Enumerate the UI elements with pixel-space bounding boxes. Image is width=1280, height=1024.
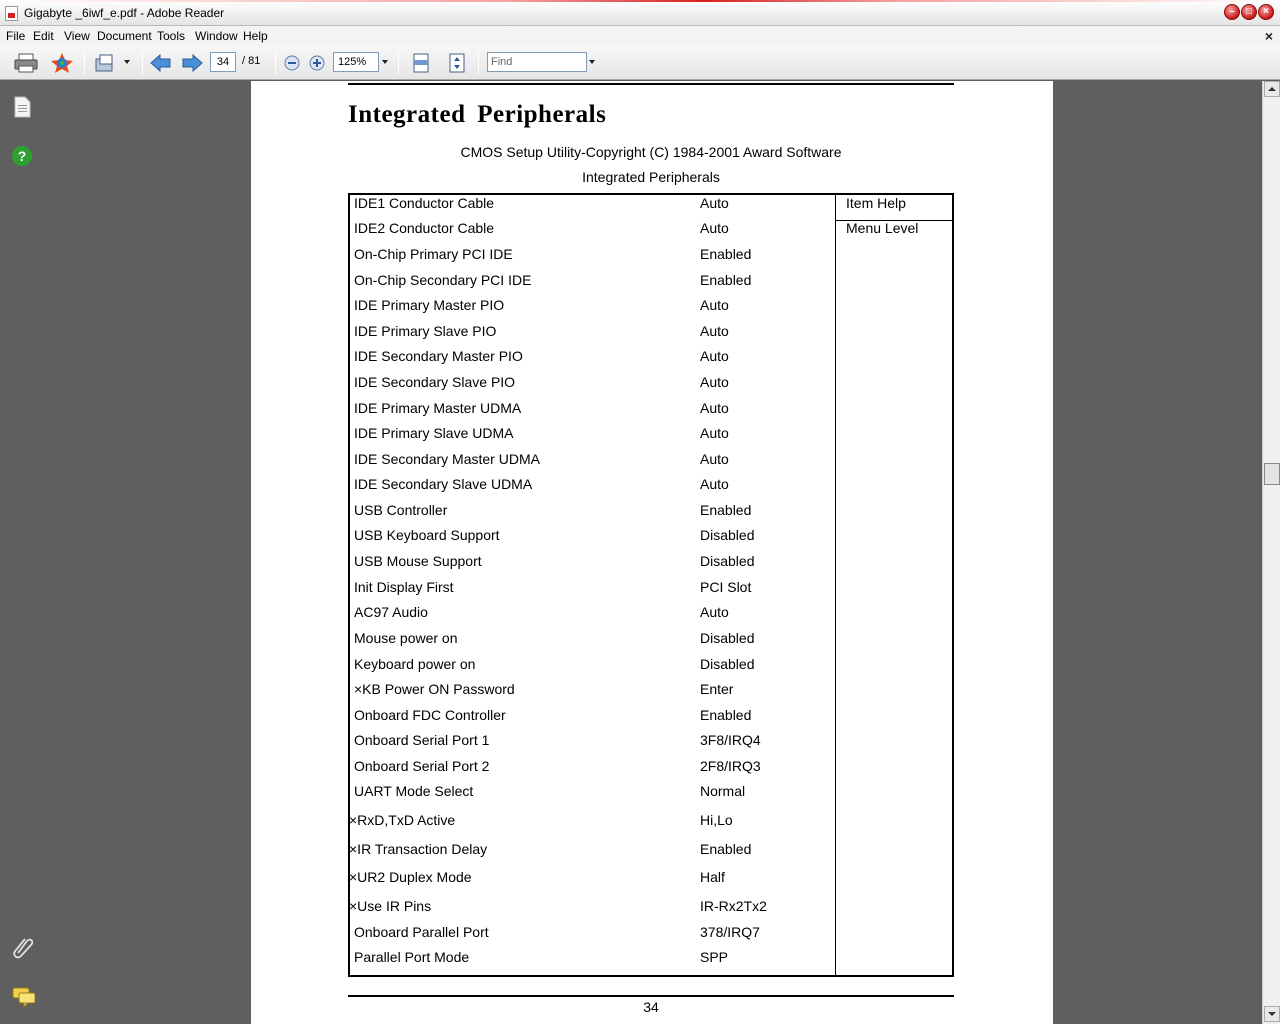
setting-name: IDE Secondary Slave UDMA <box>354 476 533 492</box>
top-rule <box>348 83 954 85</box>
setting-value: Half <box>700 869 725 885</box>
toolbar-separator <box>478 52 479 74</box>
setting-value: Disabled <box>700 527 755 543</box>
setting-name: Parallel Port Mode <box>354 949 470 965</box>
setting-name: Mouse power on <box>354 630 458 646</box>
organizer-icon <box>50 52 74 74</box>
setting-name: ×RxD,TxD Active <box>349 812 456 828</box>
organizer-button[interactable] <box>50 52 74 77</box>
table-row <box>350 758 835 780</box>
maximize-button[interactable]: □ <box>1241 4 1257 20</box>
menu-document[interactable]: Document <box>97 29 152 43</box>
setting-value: PCI Slot <box>700 579 752 595</box>
close-window-button[interactable]: × <box>1258 4 1274 20</box>
fit-page-icon <box>448 53 466 73</box>
setting-name: IDE Primary Slave PIO <box>354 323 497 339</box>
table-row <box>350 502 835 524</box>
setting-name: Onboard Serial Port 2 <box>354 758 490 774</box>
setting-value: Enabled <box>700 246 752 262</box>
share-button[interactable] <box>94 53 120 76</box>
fit-page-button[interactable] <box>448 53 466 76</box>
setting-name: UART Mode Select <box>354 783 474 799</box>
navigation-pane <box>0 81 44 1024</box>
setting-value: Disabled <box>700 553 755 569</box>
setting-value: Auto <box>700 476 729 492</box>
table-row <box>350 841 835 863</box>
table-row <box>350 246 835 268</box>
setting-value: Enabled <box>700 841 752 857</box>
menu-help[interactable]: Help <box>243 29 268 43</box>
copyright-subtitle: CMOS Setup Utility-Copyright (C) 1984-2001 Award Software <box>460 144 842 160</box>
setting-value: 3F8/IRQ4 <box>700 732 761 748</box>
table-row <box>350 272 835 294</box>
setting-name: IDE Secondary Master UDMA <box>354 451 540 467</box>
menu-window[interactable]: Window <box>195 29 238 43</box>
setting-name: ×IR Transaction Delay <box>349 841 488 857</box>
table-row <box>350 553 835 575</box>
item-help-title: Item Help <box>846 195 906 211</box>
close-document-button[interactable]: × <box>1264 28 1273 44</box>
titlebar-accent <box>0 0 1280 2</box>
setting-name: Onboard FDC Controller <box>354 707 506 723</box>
setting-value: Auto <box>700 220 729 236</box>
table-row <box>350 630 835 652</box>
arrow-left-icon <box>150 54 172 72</box>
window-title: Gigabyte _6iwf_e.pdf - Adobe Reader <box>24 6 225 20</box>
chevron-down-icon[interactable] <box>124 60 130 64</box>
toolbar-separator <box>142 52 143 74</box>
table-row <box>350 604 835 626</box>
zoom-out-button[interactable] <box>284 55 300 74</box>
setting-name: Keyboard power on <box>354 656 476 672</box>
toolbar-separator <box>398 52 399 74</box>
setting-name: Init Display First <box>354 579 454 595</box>
minimize-button[interactable]: – <box>1224 4 1240 20</box>
table-row <box>350 924 835 946</box>
arrow-right-icon <box>181 54 203 72</box>
scroll-up-button[interactable] <box>1264 81 1280 97</box>
zoom-out-icon <box>284 55 300 71</box>
help-column-divider <box>835 195 836 975</box>
document-viewport[interactable] <box>44 81 1262 1024</box>
setting-name: IDE Primary Slave UDMA <box>354 425 514 441</box>
next-page-button[interactable] <box>181 54 203 75</box>
vertical-scrollbar[interactable] <box>1262 81 1280 1024</box>
setting-value: Auto <box>700 323 729 339</box>
pdf-page <box>251 81 1053 1024</box>
setting-value: 378/IRQ7 <box>700 924 760 940</box>
setting-name: ×Use IR Pins <box>349 898 432 914</box>
zoom-in-icon <box>309 55 325 71</box>
table-row <box>350 869 835 891</box>
attachments-panel-button[interactable] <box>12 935 34 962</box>
scroll-down-button[interactable] <box>1264 1006 1280 1022</box>
menu-bar <box>0 26 1280 46</box>
toolbar-separator <box>84 52 85 74</box>
setting-value: Disabled <box>700 656 755 672</box>
table-row <box>350 374 835 396</box>
setting-value: IR-Rx2Tx2 <box>700 898 767 914</box>
setting-name: On-Chip Secondary PCI IDE <box>354 272 532 288</box>
menu-tools[interactable]: Tools <box>157 29 186 43</box>
setting-value: Auto <box>700 374 729 390</box>
setting-value: Auto <box>700 425 729 441</box>
chevron-down-icon[interactable] <box>382 60 388 64</box>
fit-width-icon <box>412 53 430 73</box>
pages-panel-button[interactable] <box>12 96 32 121</box>
table-row <box>350 297 835 319</box>
page-number-input[interactable]: 34 <box>210 52 236 72</box>
scroll-thumb[interactable] <box>1264 463 1280 485</box>
pages-icon <box>12 96 32 118</box>
page-footer-number: 34 <box>643 999 659 1015</box>
previous-page-button[interactable] <box>150 54 172 75</box>
menu-view[interactable]: View <box>64 29 90 43</box>
setting-value: Enabled <box>700 502 752 518</box>
table-row <box>350 195 835 217</box>
printer-icon <box>14 53 38 73</box>
page-title: Integrated Peripherals <box>348 101 607 128</box>
setting-value: Enabled <box>700 272 752 288</box>
menu-file[interactable]: File <box>6 29 26 43</box>
table-row <box>350 323 835 345</box>
setting-name: ×UR2 Duplex Mode <box>349 869 472 885</box>
setting-name: IDE Primary Master UDMA <box>354 400 522 416</box>
setting-name: IDE1 Conductor Cable <box>354 195 495 211</box>
comments-panel-button[interactable] <box>12 986 36 1011</box>
section-subtitle: Integrated Peripherals <box>582 169 720 185</box>
table-row <box>350 527 835 549</box>
table-row <box>350 348 835 370</box>
setting-value: 2F8/IRQ3 <box>700 758 761 774</box>
setting-value: Auto <box>700 400 729 416</box>
print-button[interactable] <box>14 53 38 76</box>
svg-text:?: ? <box>17 148 27 164</box>
setting-value: Auto <box>700 348 729 364</box>
setting-name: IDE2 Conductor Cable <box>354 220 495 236</box>
zoom-in-button[interactable] <box>309 55 325 74</box>
setting-value: Auto <box>700 297 729 313</box>
page-total: / 81 <box>242 55 261 67</box>
window-titlebar <box>0 0 1280 26</box>
table-row <box>350 451 835 473</box>
bottom-rule <box>348 995 954 997</box>
setting-value: Auto <box>700 604 729 620</box>
setting-name: USB Controller <box>354 502 448 518</box>
setting-name: AC97 Audio <box>354 604 428 620</box>
table-row <box>350 579 835 601</box>
setting-value: Enter <box>700 681 734 697</box>
toolbar <box>0 46 1280 80</box>
table-row <box>350 681 835 703</box>
menu-level-label: Menu Level <box>846 220 919 236</box>
setting-value: Normal <box>700 783 746 799</box>
pdf-file-icon <box>5 6 18 21</box>
menu-edit[interactable]: Edit <box>33 29 54 43</box>
table-row <box>350 732 835 754</box>
table-row <box>350 656 835 678</box>
setting-name: Onboard Parallel Port <box>354 924 489 940</box>
table-row <box>350 812 835 834</box>
comments-icon <box>12 986 36 1008</box>
chevron-down-icon[interactable] <box>589 60 595 64</box>
fit-width-button[interactable] <box>412 53 430 76</box>
chevron-down-icon <box>1265 1007 1279 1021</box>
share-icon <box>94 53 120 73</box>
paperclip-icon <box>12 935 34 959</box>
setting-name: IDE Secondary Master PIO <box>354 348 523 364</box>
setting-value: Enabled <box>700 707 752 723</box>
setting-name: USB Keyboard Support <box>354 527 500 543</box>
chevron-up-icon <box>1265 82 1279 96</box>
help-panel-button[interactable] <box>12 145 34 170</box>
bios-settings-table <box>348 193 954 977</box>
setting-value: Disabled <box>700 630 755 646</box>
table-row <box>350 707 835 729</box>
help-icon <box>12 145 34 167</box>
setting-name: IDE Primary Master PIO <box>354 297 505 313</box>
setting-name: On-Chip Primary PCI IDE <box>354 246 513 262</box>
table-row <box>350 898 835 920</box>
setting-value: Hi,Lo <box>700 812 733 828</box>
setting-value: SPP <box>700 949 729 965</box>
setting-name: Onboard Serial Port 1 <box>354 732 490 748</box>
table-row <box>350 476 835 498</box>
table-row <box>350 949 835 971</box>
toolbar-separator <box>275 52 276 74</box>
zoom-level-select[interactable]: 125% <box>333 52 379 72</box>
setting-value: Auto <box>700 451 729 467</box>
setting-value: Auto <box>700 195 729 211</box>
setting-name: IDE Secondary Slave PIO <box>354 374 516 390</box>
table-row <box>350 783 835 805</box>
table-row <box>350 425 835 447</box>
setting-name: USB Mouse Support <box>354 553 482 569</box>
table-row <box>350 220 835 242</box>
table-row <box>350 400 835 422</box>
find-input[interactable]: Find <box>487 52 587 72</box>
setting-name: ×KB Power ON Password <box>354 681 515 697</box>
